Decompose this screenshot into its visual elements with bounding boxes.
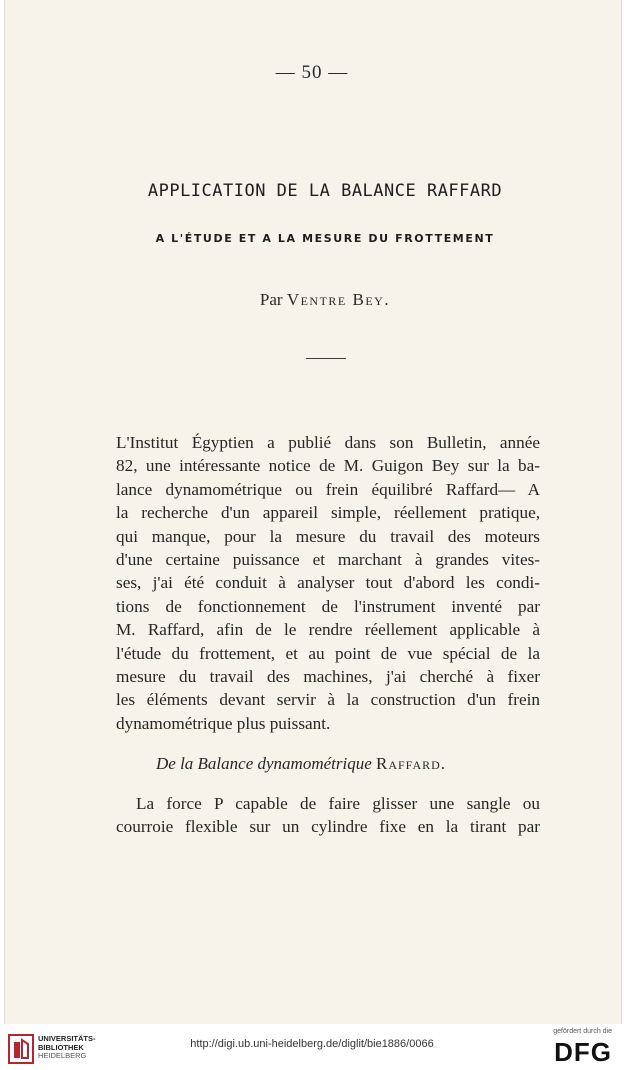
article-title: APPLICATION DE LA BALANCE RAFFARD	[147, 181, 503, 201]
library-name-line3: HEIDELBERG	[38, 1051, 87, 1060]
library-name-line1: UNIVERSITÄTS-	[38, 1034, 96, 1043]
article-subtitle: A L'ÉTUDE ET A LA MESURE DU FROTTEMENT	[155, 232, 495, 245]
paragraph-line: dynamométrique plus puissant.	[116, 713, 331, 733]
paragraph-line: tions de fonctionnement de l'instrument inventé par	[116, 596, 540, 616]
paragraph-line: La force P capable de faire glisser une sangle ou	[136, 794, 540, 813]
viewer-footer	[0, 1024, 624, 1070]
author-prefix: Par	[259, 290, 283, 309]
separator-rule	[306, 358, 346, 359]
paragraph-line: courroie flexible sur un cylindre fixe en la tirant par	[116, 817, 540, 837]
paragraph-line: la recherche d'un appareil simple, réellement pratique,	[116, 503, 540, 523]
paragraph-intro	[116, 431, 540, 735]
paragraph-line: les éléments devant servir à la construction d'un frein	[116, 690, 540, 710]
paragraph-line: ses, j'ai été conduit à analyser tout d'abord les condi-	[116, 573, 540, 593]
paragraph-line: lance dynamométrique ou frein équilibré Raffard— A	[116, 479, 540, 499]
paragraph-line: mesure du travail des machines, j'ai cherché à fixer	[116, 667, 540, 687]
paragraph-force	[116, 792, 540, 839]
section-heading-italic: De la Balance dynamométrique	[156, 754, 372, 773]
section-heading	[156, 754, 446, 774]
paragraph-line: 82, une intéressante notice de M. Guigon Bey sur la ba-	[116, 456, 540, 476]
page-number: — 50 —	[275, 62, 349, 83]
paragraph-line: qui manque, pour la mesure du travail des moteurs	[116, 526, 540, 546]
dfg-logo: DFG	[554, 1037, 612, 1067]
paragraph-line: l'étude du frottement, et au point de vue spécial de la	[116, 643, 540, 663]
permalink-url[interactable]: http://digi.ub.uni-heidelberg.de/diglit/bie1886/0066	[190, 1038, 434, 1050]
paragraph-line: M. Raffard, afin de le rendre réellement applicable à	[116, 620, 540, 640]
author-line	[0, 290, 624, 310]
library-name-line2: BIBLIOTHEK	[38, 1042, 84, 1052]
author-name: Ventre Bey.	[286, 290, 391, 309]
funded-by-label: gefördert durch die	[553, 1028, 612, 1035]
paragraph-line: d'une certaine puissance et marchant à grandes vites-	[116, 550, 540, 570]
paragraph-line: L'Institut Égyptien a publié dans son Bulletin, année	[116, 433, 540, 452]
section-heading-name: Raffard.	[376, 754, 447, 773]
